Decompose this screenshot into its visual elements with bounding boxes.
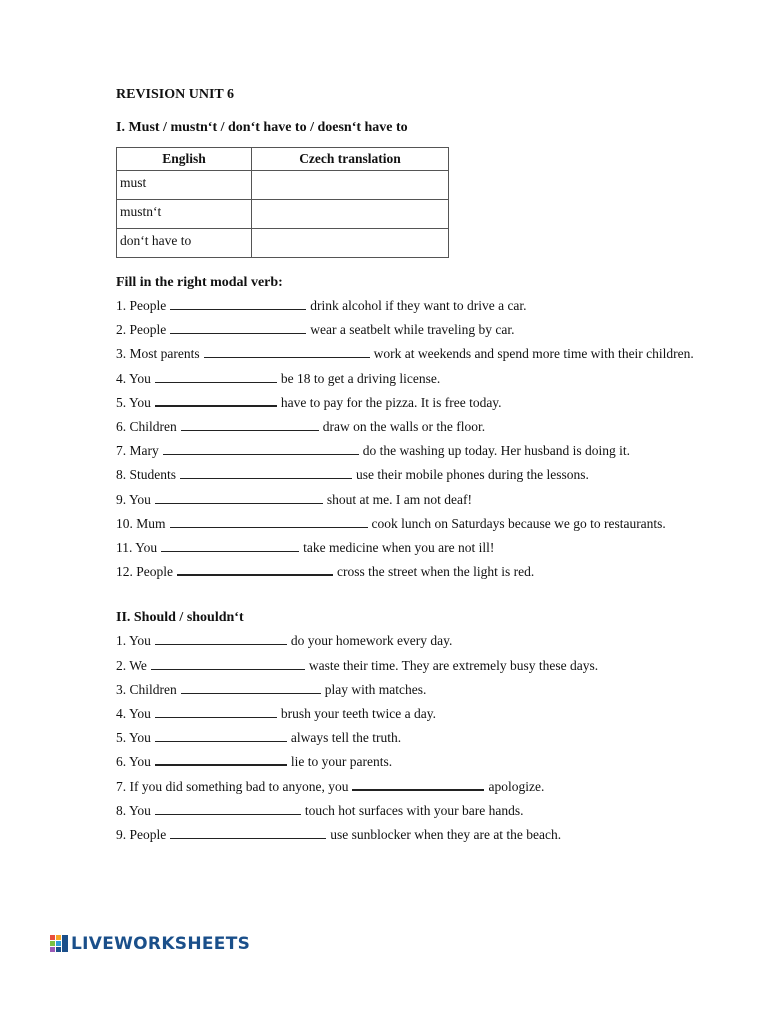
- section-1-heading: I. Must / mustn‘t / don‘t have to / doesn‘t have to: [116, 120, 408, 135]
- answer-blank[interactable]: [181, 418, 319, 431]
- table-cell-english: mustn‘t: [117, 200, 252, 229]
- answer-blank[interactable]: [155, 729, 287, 742]
- answer-blank[interactable]: [163, 442, 359, 455]
- exercise-item: [116, 726, 726, 750]
- item-suffix: lie to your parents.: [290, 754, 393, 770]
- item-prefix: 9. You: [116, 491, 151, 507]
- item-suffix: always tell the truth.: [290, 730, 402, 746]
- exercise-item: [116, 678, 726, 702]
- answer-blank[interactable]: [177, 562, 333, 576]
- answer-blank[interactable]: [181, 681, 321, 694]
- table-header-english: English: [117, 148, 252, 171]
- liveworksheets-logo-icon: [50, 935, 70, 953]
- exercise-item: [116, 488, 726, 512]
- item-prefix: 8. You: [116, 802, 151, 818]
- table-row: [117, 200, 449, 229]
- item-suffix: have to pay for the pizza. It is free today.: [280, 394, 502, 410]
- exercise-list-must: [116, 294, 726, 584]
- exercise-item: [116, 415, 726, 439]
- item-suffix: cook lunch on Saturdays because we go to restaurants.: [371, 515, 666, 531]
- item-suffix: be 18 to get a driving license.: [280, 370, 441, 386]
- item-suffix: use sunblocker when they are at the beach.: [330, 827, 562, 843]
- answer-blank[interactable]: [155, 632, 287, 645]
- item-prefix: 6. You: [116, 754, 151, 770]
- item-suffix: do your homework every day.: [290, 633, 453, 649]
- table-cell-czech-input[interactable]: [252, 229, 449, 258]
- answer-blank[interactable]: [151, 657, 305, 670]
- table-cell-czech-input[interactable]: [252, 171, 449, 200]
- item-prefix: 4. You: [116, 370, 151, 386]
- answer-blank[interactable]: [155, 491, 323, 504]
- table-header-row: [117, 148, 449, 171]
- answer-blank[interactable]: [180, 466, 352, 479]
- answer-blank[interactable]: [155, 752, 287, 766]
- item-prefix: 2. People: [116, 322, 167, 338]
- item-suffix: apologize.: [488, 778, 545, 794]
- item-prefix: 6. Children: [116, 419, 177, 435]
- item-suffix: do the washing up today. Her husband is doing it.: [362, 443, 630, 459]
- worksheet: [116, 84, 726, 847]
- item-prefix: 3. Children: [116, 681, 177, 697]
- item-prefix: 1. You: [116, 633, 151, 649]
- exercise-item: [116, 439, 726, 463]
- item-prefix: 12. People: [116, 564, 173, 580]
- item-prefix: 4. You: [116, 706, 151, 722]
- answer-blank[interactable]: [155, 393, 277, 407]
- item-suffix: drink alcohol if they want to drive a car.: [310, 298, 527, 313]
- item-suffix: take medicine when you are not ill!: [303, 540, 495, 556]
- fill-instruction: Fill in the right modal verb:: [116, 275, 283, 290]
- table-header-czech: Czech translation: [252, 148, 449, 171]
- item-suffix: brush your teeth twice a day.: [280, 706, 436, 722]
- exercise-item: [116, 750, 726, 774]
- table-row: [117, 171, 449, 200]
- translation-table: [116, 147, 449, 258]
- exercise-item: [116, 391, 726, 415]
- liveworksheets-logo-text: LIVEWORKSHEETS: [71, 934, 251, 954]
- section-2-heading: II. Should / shouldn‘t: [116, 610, 244, 626]
- item-suffix: draw on the walls or the floor.: [322, 419, 486, 435]
- item-suffix: cross the street when the light is red.: [337, 564, 535, 580]
- answer-blank[interactable]: [155, 370, 277, 383]
- exercise-item: [116, 318, 726, 342]
- exercise-item: [116, 799, 726, 823]
- item-prefix: 7. If you did something bad to anyone, you: [116, 778, 349, 794]
- answer-blank[interactable]: [204, 345, 370, 358]
- item-prefix: 3. Most parents: [116, 346, 200, 362]
- item-prefix: 7. Mary: [116, 443, 159, 459]
- item-prefix: 9. People: [116, 827, 167, 843]
- exercise-item: [116, 823, 726, 847]
- exercise-item: [116, 367, 726, 391]
- item-prefix: 8. Students: [116, 467, 177, 483]
- exercise-item: [116, 702, 726, 726]
- table-cell-english: don‘t have to: [117, 229, 252, 258]
- exercise-item: [116, 536, 726, 560]
- table-cell-english: must: [117, 171, 252, 200]
- item-suffix: wear a seatbelt while traveling by car.: [310, 322, 515, 338]
- item-suffix: touch hot surfaces with your bare hands.: [304, 802, 524, 818]
- item-suffix: play with matches.: [324, 681, 427, 697]
- liveworksheets-logo[interactable]: [50, 934, 250, 954]
- item-prefix: 11. You: [116, 540, 158, 556]
- exercise-item: [116, 654, 726, 678]
- exercise-item: [116, 342, 726, 366]
- answer-blank[interactable]: [155, 802, 301, 815]
- item-prefix: 5. You: [116, 730, 151, 746]
- item-prefix: 2. We: [116, 657, 147, 673]
- answer-blank[interactable]: [170, 515, 368, 528]
- answer-blank[interactable]: [352, 777, 484, 791]
- answer-blank[interactable]: [170, 321, 306, 334]
- answer-blank[interactable]: [155, 705, 277, 718]
- answer-blank[interactable]: [170, 826, 326, 839]
- exercise-item: [116, 775, 726, 799]
- item-suffix: use their mobile phones during the lessons.: [356, 467, 589, 483]
- exercise-item: [116, 294, 726, 318]
- table-cell-czech-input[interactable]: [252, 200, 449, 229]
- worksheet-title: REVISION UNIT 6: [116, 87, 234, 102]
- exercise-item: [116, 629, 726, 653]
- item-suffix: waste their time. They are extremely busy these days.: [308, 657, 599, 673]
- item-prefix: 1. People: [116, 298, 167, 313]
- answer-blank[interactable]: [161, 539, 299, 552]
- answer-blank[interactable]: [170, 297, 306, 310]
- item-prefix: 10. Mum: [116, 515, 166, 531]
- table-row: [117, 229, 449, 258]
- item-suffix: work at weekends and spend more time with their children.: [373, 346, 694, 362]
- item-suffix: shout at me. I am not deaf!: [326, 491, 472, 507]
- exercise-list-should: [116, 629, 726, 847]
- item-prefix: 5. You: [116, 394, 151, 410]
- exercise-item: [116, 512, 726, 536]
- exercise-item: [116, 463, 726, 487]
- exercise-item: [116, 560, 726, 584]
